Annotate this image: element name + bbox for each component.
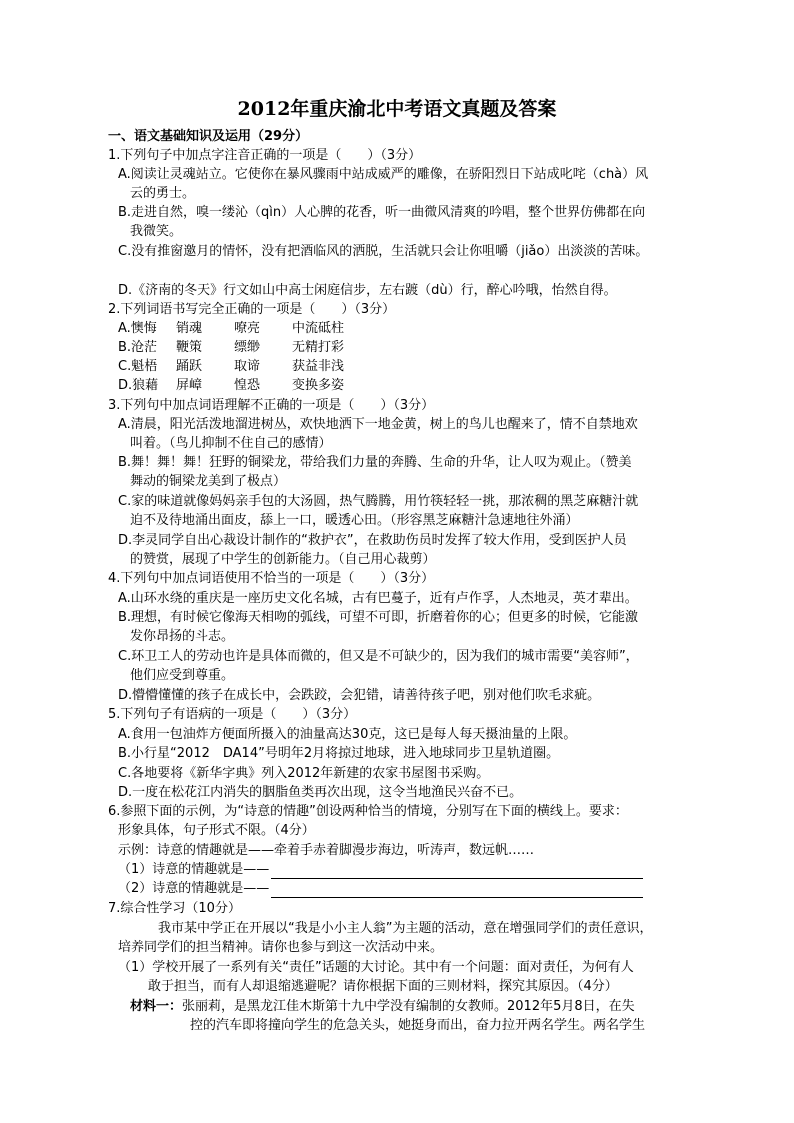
option-c-line1: C.环卫工人的劳动也许是具体而微的，但又是不可缺少的，因为我们的城市需要“美容师”， — [118, 649, 639, 664]
option-c-line2: 迫不及待地涌出面皮，舔上一口，暖透心田。（形容黑芝麻糖汁急速地往外涌） — [130, 513, 579, 528]
option-a-line1: A.清晨，阳光活泼地溜进树丛，欢快地洒下一地金黄，树上的鸟儿也醒来了，情不自禁地欢 — [118, 417, 638, 432]
sub-question-1-line2: 敢于担当，而有人却退缩逃避呢？请你根据下面的三则材料，探究其原因。（4分） — [148, 979, 618, 994]
question-7-intro-line2: 培养同学们的担当精神。请你也参与到这一次活动中来。 — [118, 940, 444, 955]
option-c-line1: C.各地要将《新华字典》列入2012年新建的农家书屋图书采购。 — [118, 766, 490, 781]
option-d-line1: D.一度在松花江内消失的胭脂鱼类再次出现，这令当地渔民兴奋不已。 — [118, 785, 523, 800]
option-b-line1: B.走进自然，嗅一缕沁（qìn）人心脾的花香，听一曲微风清爽的吟唱，整个世界仿佛都在向 — [118, 205, 646, 220]
question-3-stem: 3.下列句中加点词语理解不正确的一项是（ ）（3分） — [108, 398, 435, 413]
option-b-line2: 舞动的铜梁龙美到了极点） — [130, 474, 287, 489]
answer-blank-2[interactable] — [271, 883, 643, 898]
option-a-line2: 叫着。（鸟儿抑制不住自己的感情） — [130, 436, 332, 451]
section-heading: 一、语文基础知识及运用（29分） — [108, 129, 309, 144]
question-6-stem-line1: 6.参照下面的示例，为“诗意的情趣”创设两种恰当的情境，分别写在下面的横线上。要求： — [108, 804, 628, 819]
option-c-line1: C.没有推窗邀月的情怀，没有把酒临风的洒脱，生活就只会让你咀嚼（jiǎo）出淡淡的苦味。 — [118, 244, 649, 259]
option-a-line1: A.阅读让灵魂站立。它使你在暴风骤雨中站成威严的雕像，在骄阳烈日下站成叱咤（chà）风 — [118, 167, 649, 182]
question-6-example: 示例：诗意的情趣就是——牵着手赤着脚漫步海边，听涛声，数远帆…… — [118, 843, 535, 858]
option-b-line2: 我微笑。 — [130, 224, 183, 239]
material-1-line2: 控的汽车即将撞向学生的危急关头，她挺身而出，奋力拉开两名学生。两名学生 — [190, 1018, 646, 1033]
page-title: 2012年重庆渝北中考语文真题及答案 — [237, 98, 557, 120]
question-4-stem: 4.下列句中加点词语使用不恰当的一项是（ ）（3分） — [108, 571, 435, 586]
option-row-d: D.狼藉 屏嶂 惶恐 变换多姿 — [118, 378, 345, 393]
option-c-line1: C.家的味道就像妈妈亲手包的大汤圆，热气腾腾，用竹筷轻轻一挑，那浓稠的黑芝麻糖汁就 — [118, 494, 639, 509]
option-d-line1: D.李灵同学自出心裁设计制作的“救护衣”，在救助伤员时发挥了较大作用，受到医护人员 — [118, 533, 627, 548]
answer-blank-1[interactable] — [271, 864, 643, 879]
option-b-line2: 发你昂扬的斗志。 — [130, 629, 235, 644]
answer-line-1: （1）诗意的情趣就是—— — [118, 861, 718, 879]
sub-question-1-line1: （1）学校开展了一系列有关“责任”话题的大讨论。其中有一个问题：面对责任，为何有人 — [118, 960, 634, 975]
option-b-line1: B.舞！舞！舞！狂野的铜梁龙，带给我们力量的奔腾、生命的升华，让人叹为观止。（赞美 — [118, 455, 632, 470]
question-1-stem: 1.下列句子中加点字注音正确的一项是（ ）（3分） — [108, 148, 422, 163]
option-d-line1: D.懵懵懂懂的孩子在成长中，会跌跤，会犯错，请善待孩子吧，别对他们吹毛求疵。 — [118, 688, 601, 703]
question-6-stem-line2: 形象具体，句子形式不限。（4分） — [118, 823, 315, 838]
option-b-line1: B.小行星“2012 DA14”号明年2月将掠过地球，进入地球同步卫星轨道圈。 — [118, 746, 560, 761]
option-row-b: B.沧茫 鞭策 缥缈 无精打彩 — [118, 340, 345, 355]
option-a-line2: 云的勇士。 — [130, 186, 196, 201]
question-2-stem: 2.下列词语书写完全正确的一项是（ ）（3分） — [108, 302, 396, 317]
question-7-intro-line1: 我市某中学正在开展以“我是小小主人翁”为主题的活动，意在增强同学们的责任意识， — [158, 921, 653, 936]
option-row-a: A.懊悔 销魂 嘹亮 中流砥柱 — [118, 321, 345, 336]
material-1-line1: 材料一：张丽莉，是黑龙江佳木斯第十九中学没有编制的女教师。2012年5月8日，在失 — [130, 999, 635, 1014]
question-5-stem: 5.下列句子有语病的一项是（ ）（3分） — [108, 707, 357, 722]
option-row-c: C.魁梧 踊跃 取谛 获益非浅 — [118, 359, 345, 374]
option-c-line2: 他们应受到尊重。 — [130, 668, 235, 683]
option-a-line1: A.食用一包油炸方便面所摄入的油量高达30克，这已是每人每天摄油量的上限。 — [118, 727, 577, 742]
option-d-line1: D.《济南的冬天》行文如山中高士闲庭信步，左右踱（dù）行，醉心吟哦，怡然自得。 — [118, 283, 617, 298]
option-b-line1: B.理想，有时候它像海天相吻的弧线，可望不可即，折磨着你的心；但更多的时候，它能激 — [118, 610, 639, 625]
option-d-line2: 的赞赏，展现了中学生的创新能力。（自己用心裁剪） — [130, 552, 436, 567]
option-a-line1: A.山环水绕的重庆是一座历史文化名城，古有巴蔓子，近有卢作孚，人杰地灵，英才辈出。 — [118, 591, 638, 606]
material-1-label: 材料一： — [130, 999, 183, 1014]
question-7-stem: 7.综合性学习（10分） — [108, 901, 241, 916]
answer-line-2: （2）诗意的情趣就是—— — [118, 880, 718, 898]
